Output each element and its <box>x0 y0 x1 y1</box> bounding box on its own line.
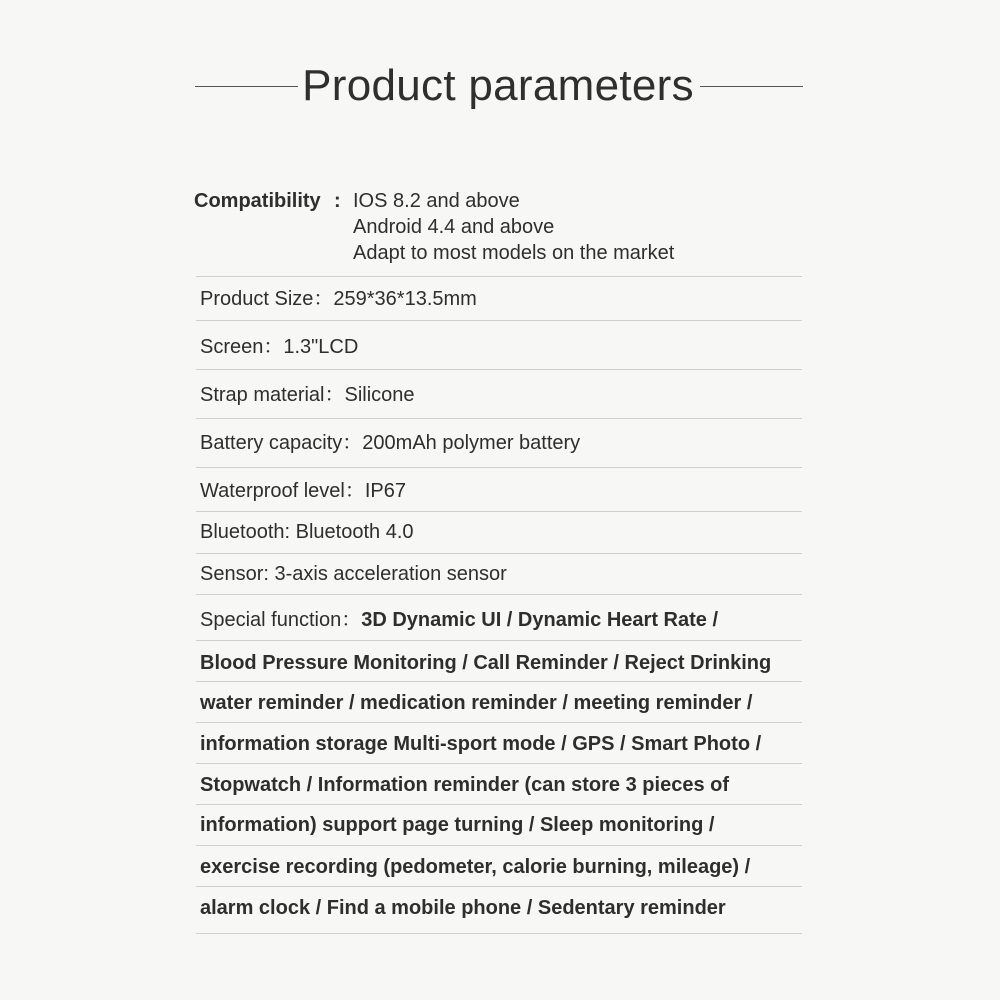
param-text: Battery capacity：200mAh polymer battery <box>200 432 581 454</box>
special-line-5: Stopwatch / Information reminder (can store 3 pieces of <box>200 774 729 796</box>
param-colon: : <box>334 190 341 212</box>
title-divider-left <box>195 86 298 87</box>
param-text: Screen：1.3"LCD <box>200 336 359 358</box>
param-row-bluetooth <box>196 512 802 554</box>
special-line-1: 3D Dynamic UI / Dynamic Heart Rate / <box>361 609 718 631</box>
special-line-7: exercise recording (pedometer, calorie burning, mileage) / <box>200 856 751 878</box>
param-text: Strap material：Silicone <box>200 384 415 406</box>
param-text: Waterproof level：IP67 <box>200 480 407 502</box>
param-row-strap-material <box>196 370 802 419</box>
special-line-2: Blood Pressure Monitoring / Call Reminder / Reject Drinking <box>200 652 772 674</box>
param-text: Product Size：259*36*13.5mm <box>200 288 477 310</box>
special-row-2 <box>196 641 802 682</box>
special-row-4 <box>196 723 802 764</box>
special-line-4: information storage Multi-sport mode / GPS / Smart Photo / <box>200 733 762 755</box>
page-title-bar <box>195 56 803 116</box>
special-row-5 <box>196 764 802 805</box>
special-row-7 <box>196 846 802 887</box>
param-value-models: Adapt to most models on the market <box>353 242 675 264</box>
param-row-compatibility <box>196 187 802 277</box>
param-value-android: Android 4.4 and above <box>353 216 555 238</box>
param-row-battery <box>196 419 802 468</box>
param-row-waterproof <box>196 468 802 512</box>
special-line-8: alarm clock / Find a mobile phone / Sedentary reminder <box>200 897 726 919</box>
param-text: Sensor: 3-axis acceleration sensor <box>200 563 507 585</box>
special-row-6 <box>196 805 802 846</box>
title-divider-right <box>700 86 803 87</box>
param-value-ios: IOS 8.2 and above <box>353 190 520 212</box>
param-row-special-function <box>196 595 802 641</box>
param-row-screen <box>196 321 802 370</box>
page-title: Product parameters <box>302 61 694 110</box>
special-line-6: information) support page turning / Sleep monitoring / <box>200 814 715 836</box>
param-row-product-size <box>196 277 802 321</box>
param-text: Special function：3D Dynamic UI / Dynamic Heart Rate / <box>200 609 718 631</box>
param-label-compatibility: Compatibility <box>194 190 321 212</box>
special-row-3 <box>196 682 802 723</box>
param-row-sensor <box>196 554 802 595</box>
param-text: Bluetooth: Bluetooth 4.0 <box>200 521 414 543</box>
special-row-8 <box>196 887 802 934</box>
special-line-3: water reminder / medication reminder / meeting reminder / <box>200 692 753 714</box>
param-label-special: Special function <box>200 609 342 631</box>
